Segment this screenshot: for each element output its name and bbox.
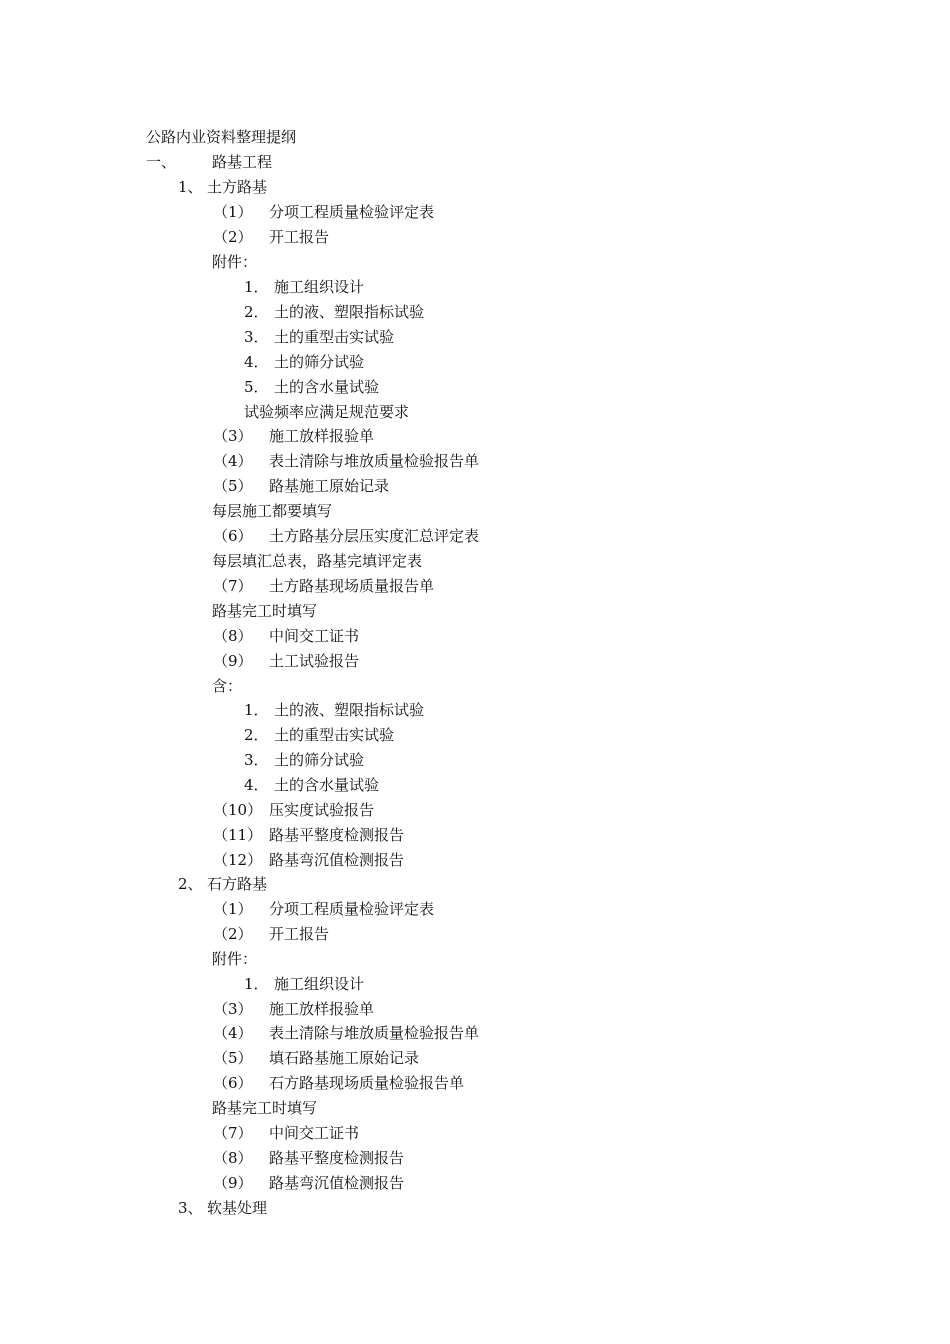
item-text: 土工试验报告 <box>269 652 360 670</box>
item-number: （2） <box>213 925 253 943</box>
item-number: （12） <box>213 851 263 869</box>
item-number: （8） <box>213 627 253 645</box>
sub-item-number: 2． <box>244 726 269 744</box>
sub-item-number: 5． <box>244 378 269 396</box>
note-text: 附件： <box>212 950 258 968</box>
sub-item-text: 土的筛分试验 <box>274 353 365 371</box>
item-text: 土方路基分层压实度汇总评定表 <box>269 527 480 545</box>
section-number: 一、 <box>146 153 177 171</box>
sub-item-number: 1． <box>244 975 269 993</box>
item-number: （7） <box>213 1124 253 1142</box>
subsection-title: 石方路基 <box>207 875 268 893</box>
subsection-number: 3、 <box>178 1199 203 1217</box>
item-number: （5） <box>213 477 253 495</box>
item-number: （7） <box>213 577 253 595</box>
sub-item-number: 4． <box>244 776 269 794</box>
sub-item-number: 4． <box>244 353 269 371</box>
item-text: 表土清除与堆放质量检验报告单 <box>269 1024 480 1042</box>
item-number: （2） <box>213 228 253 246</box>
item-number: （4） <box>213 452 253 470</box>
subsection-title: 土方路基 <box>207 178 268 196</box>
sub-item-number: 2． <box>244 303 269 321</box>
item-text: 路基施工原始记录 <box>269 477 390 495</box>
note-text: 含： <box>212 677 243 695</box>
sub-item-text: 土的含水量试验 <box>274 378 380 396</box>
item-text: 土方路基现场质量报告单 <box>269 577 435 595</box>
subsection-number: 1、 <box>178 178 203 196</box>
item-text: 路基弯沉值检测报告 <box>269 851 405 869</box>
item-number: （11） <box>213 826 263 844</box>
sub-item-text: 施工组织设计 <box>274 278 365 296</box>
item-number: （10） <box>213 801 263 819</box>
item-number: （9） <box>213 652 253 670</box>
item-text: 填石路基施工原始记录 <box>269 1049 420 1067</box>
sub-item-text: 土的筛分试验 <box>274 751 365 769</box>
item-number: （3） <box>213 427 253 445</box>
item-text: 施工放样报验单 <box>269 1000 375 1018</box>
item-number: （5） <box>213 1049 253 1067</box>
sub-item-number: 1． <box>244 278 269 296</box>
note-text: 附件： <box>212 253 258 271</box>
sub-item-text: 土的含水量试验 <box>274 776 380 794</box>
sub-item-text: 施工组织设计 <box>274 975 365 993</box>
item-text: 路基弯沉值检测报告 <box>269 1174 405 1192</box>
item-text: 中间交工证书 <box>269 1124 360 1142</box>
item-number: （9） <box>213 1174 253 1192</box>
note-text: 每层填汇总表，路基完填评定表 <box>212 552 423 570</box>
item-number: （6） <box>213 527 253 545</box>
sub-item-text: 土的液、塑限指标试验 <box>274 303 425 321</box>
item-text: 分项工程质量检验评定表 <box>269 900 435 918</box>
item-text: 开工报告 <box>269 228 330 246</box>
sub-item-number: 3． <box>244 328 269 346</box>
subsection-title: 软基处理 <box>207 1199 268 1217</box>
note-text: 路基完工时填写 <box>212 1099 318 1117</box>
note-text: 每层施工都要填写 <box>212 502 333 520</box>
section-title: 路基工程 <box>212 153 273 171</box>
sub-item-number: 1． <box>244 701 269 719</box>
item-number: （3） <box>213 1000 253 1018</box>
item-text: 表土清除与堆放质量检验报告单 <box>269 452 480 470</box>
item-text: 分项工程质量检验评定表 <box>269 203 435 221</box>
note-text: 试验频率应满足规范要求 <box>244 403 410 421</box>
sub-item-number: 3． <box>244 751 269 769</box>
title-text: 公路内业资料整理提纲 <box>146 128 297 146</box>
item-number: （8） <box>213 1149 253 1167</box>
item-number: （1） <box>213 203 253 221</box>
item-number: （4） <box>213 1024 253 1042</box>
sub-item-text: 土的液、塑限指标试验 <box>274 701 425 719</box>
item-text: 开工报告 <box>269 925 330 943</box>
note-text: 路基完工时填写 <box>212 602 318 620</box>
sub-item-text: 土的重型击实试验 <box>274 726 395 744</box>
item-text: 压实度试验报告 <box>269 801 375 819</box>
item-number: （1） <box>213 900 253 918</box>
item-text: 路基平整度检测报告 <box>269 826 405 844</box>
sub-item-text: 土的重型击实试验 <box>274 328 395 346</box>
item-number: （6） <box>213 1074 253 1092</box>
item-text: 中间交工证书 <box>269 627 360 645</box>
item-text: 石方路基现场质量检验报告单 <box>269 1074 465 1092</box>
item-text: 施工放样报验单 <box>269 427 375 445</box>
subsection-number: 2、 <box>178 875 203 893</box>
item-text: 路基平整度检测报告 <box>269 1149 405 1167</box>
